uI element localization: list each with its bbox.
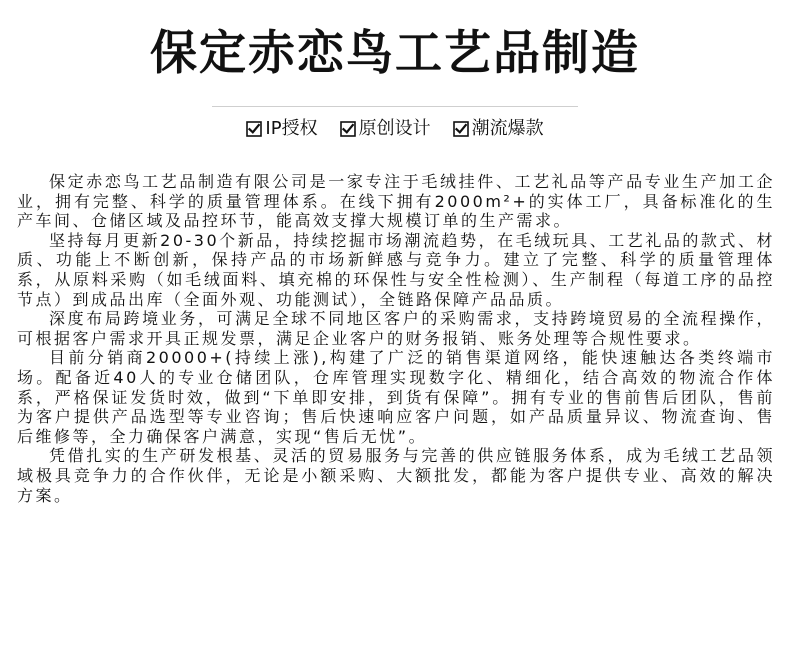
title-divider [212, 106, 578, 107]
paragraph-distribution: 目前分销商20000+(持续上涨),构建了广泛的销售渠道网络，能快速触达各类终端市场。配备近40人的专业仓储团队，仓库管理实现数字化、精细化，结合高效的物流合作体系，严格保证发货时效，做到“下单即安排，到货有保障”。拥有专业的售前售后团队，售前为客户提供产品选型等专业咨询；售后快速响应客户问题，如产品质量异议、物流查询、售后维修等，全力确保客户满意，实现“售后无忧”。 [17, 348, 775, 446]
feature-tags [0, 116, 790, 142]
checkbox-checked-icon [340, 121, 356, 137]
page-title: 保定赤恋鸟工艺品制造 [150, 26, 640, 81]
tag-original-design [340, 116, 431, 142]
tag-label: IP授权 [265, 118, 318, 139]
tag-label: 原创设计 [358, 118, 431, 139]
tag-label: 潮流爆款 [471, 118, 544, 139]
checkbox-checked-icon [246, 121, 262, 137]
company-description [17, 172, 775, 505]
tag-ip-license [246, 116, 317, 142]
paragraph-conclusion: 凭借扎实的生产研发根基、灵活的贸易服务与完善的供应链服务体系，成为毛绒工艺品领域极具竞争力的合作伙伴，无论是小额采购、大额批发，都能为客户提供专业、高效的解决方案。 [17, 446, 775, 505]
paragraph-product-innovation: 坚持每月更新20-30个新品，持续挖掘市场潮流趋势，在毛绒玩具、工艺礼品的款式、材质、功能上不断创新，保持产品的市场新鲜感与竞争力。建立了完整、科学的质量管理体系，从原料采购（如毛绒面料、填充棉的环保性与安全性检测）、生产制程（每道工序的品控节点）到成品出库（全面外观、功能测试），全链路保障产品品质。 [17, 230, 775, 309]
paragraph-company-overview: 保定赤恋鸟工艺品制造有限公司是一家专注于毛绒挂件、工艺礼品等产品专业生产加工企业，拥有完整、科学的质量管理体系。在线下拥有2000m²+的实体工厂，具备标准化的生产车间、仓储区域及品控环节，能高效支撑大规模订单的生产需求。 [17, 172, 775, 231]
tag-trending [453, 116, 544, 142]
checkbox-checked-icon [453, 121, 469, 137]
paragraph-cross-border: 深度布局跨境业务，可满足全球不同地区客户的采购需求，支持跨境贸易的全流程操作，可根据客户需求开具正规发票，满足企业客户的财务报销、账务处理等合规性要求。 [17, 309, 775, 348]
